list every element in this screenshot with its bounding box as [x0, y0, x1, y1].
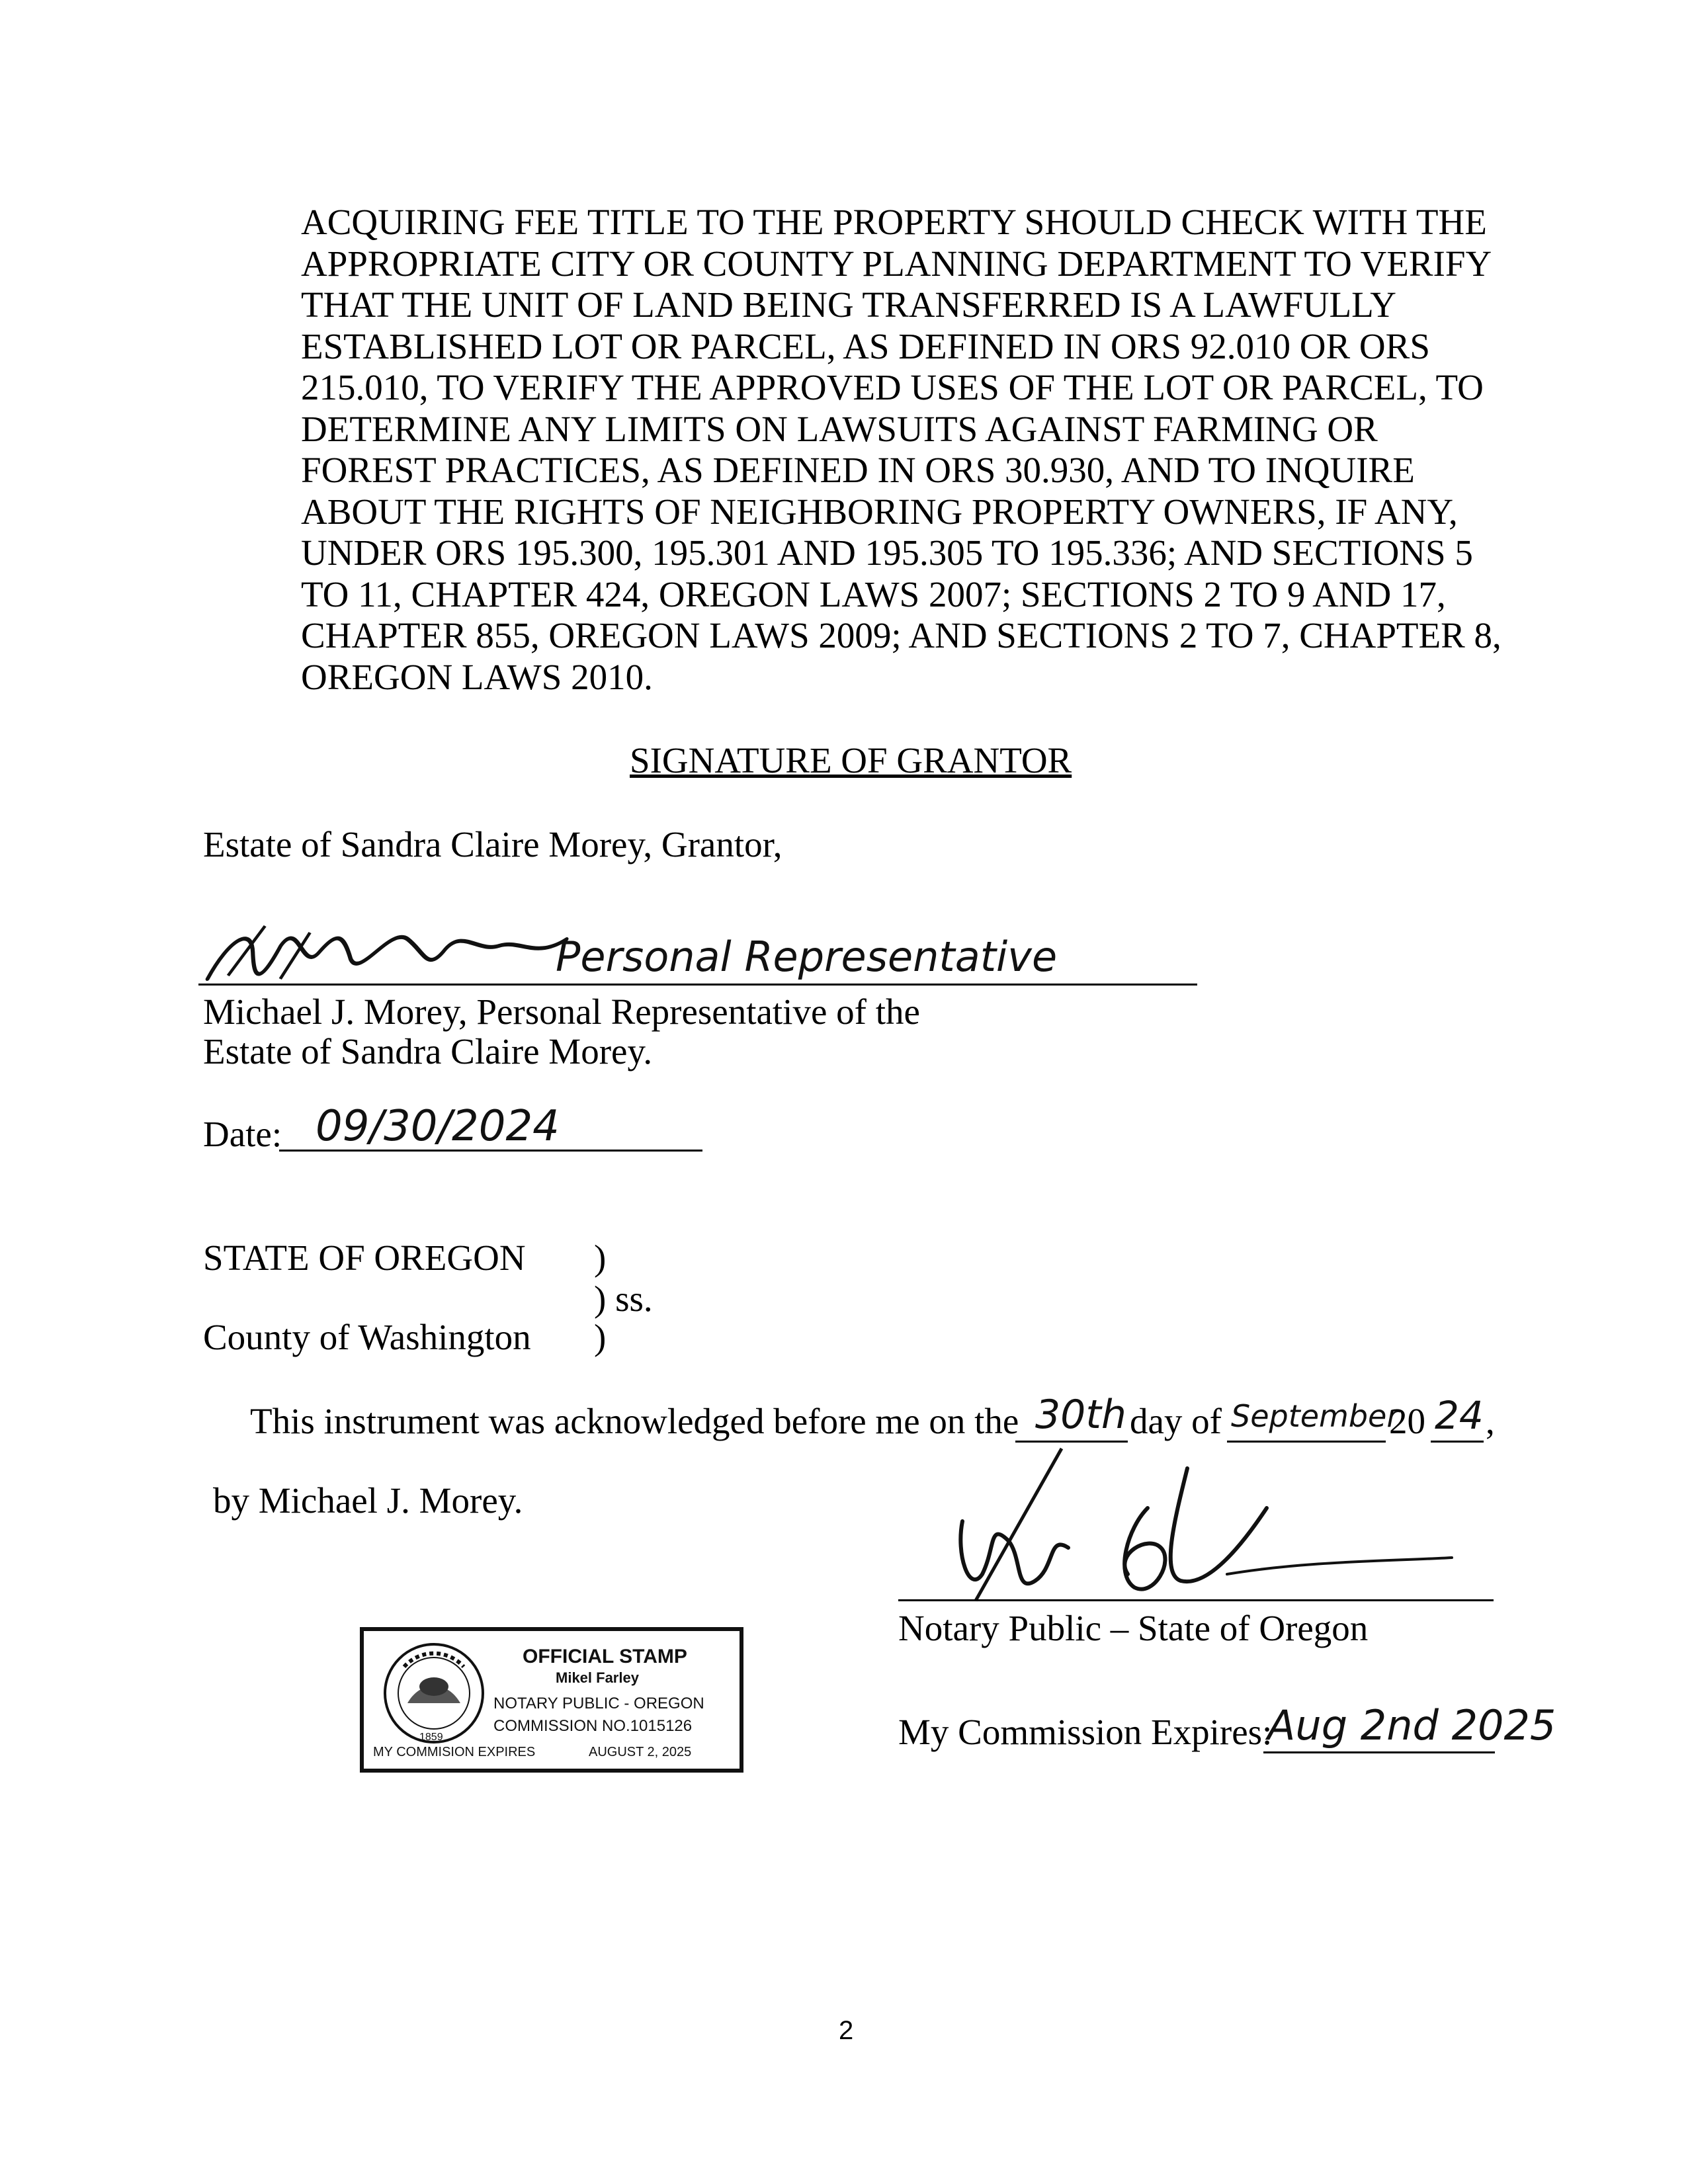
stamp-heading: OFFICIAL STAMP: [523, 1646, 687, 1667]
date-line: [279, 1097, 702, 1152]
date-handwritten: 09/30/2024: [316, 1102, 560, 1151]
paragraph-line: OREGON LAWS 2010.: [301, 656, 653, 697]
stamp-expires-date: AUGUST 2, 2025: [589, 1745, 692, 1759]
paragraph-line: ABOUT THE RIGHTS OF NEIGHBORING PROPERTY OWNERS, IF ANY,: [301, 491, 1458, 532]
state-seal-icon: [381, 1640, 487, 1746]
official-notary-stamp: [360, 1627, 743, 1773]
signer-estate-line: Estate of Sandra Claire Morey.: [203, 1031, 653, 1071]
ack-month-handwritten: September: [1231, 1398, 1400, 1434]
ack-by-line: by Michael J. Morey.: [213, 1480, 523, 1521]
ack-year-line: [1431, 1393, 1484, 1443]
notary-signature-line: [898, 1599, 1494, 1601]
ack-month-line: [1227, 1396, 1400, 1443]
stamp-notary-public: NOTARY PUBLIC - OREGON: [493, 1695, 704, 1712]
paragraph-line: DETERMINE ANY LIMITS ON LAWSUITS AGAINST FARMING OR: [301, 408, 1378, 449]
ack-year-prefix: 20: [1389, 1401, 1425, 1441]
signature-line: [198, 984, 1197, 986]
acknowledgment-text: This instrument was acknowledged before me on the: [250, 1401, 1019, 1441]
paragraph-line: ACQUIRING FEE TITLE TO THE PROPERTY SHOULD CHECK WITH THE: [301, 202, 1487, 242]
commission-expires-label: My Commission Expires:: [898, 1712, 1273, 1752]
grantor-handwritten-title: Personal Representative: [556, 933, 1058, 981]
notary-title: Notary Public – State of Oregon: [898, 1608, 1369, 1648]
notary-signature-area: [896, 1442, 1492, 1607]
venue-paren-top: ): [594, 1238, 607, 1278]
commission-expires-handwritten: Aug 2nd 2025: [1267, 1701, 1556, 1749]
signer-printed-name: Michael J. Morey, Personal Representative of the: [203, 991, 920, 1032]
venue-county: County of Washington: [203, 1317, 531, 1357]
disclosure-paragraph: [301, 202, 1597, 698]
stamp-commission-number: COMMISSION NO.1015126: [493, 1717, 693, 1735]
signature-heading: SIGNATURE OF GRANTOR: [630, 740, 1072, 780]
grantor-signature-area: [198, 913, 1197, 992]
notary-signature-scribble-icon: [896, 1442, 1492, 1607]
venue-paren-ss: ) ss.: [594, 1279, 653, 1319]
venue-state: STATE OF OREGON: [203, 1238, 526, 1278]
ack-year-handwritten: 24: [1435, 1393, 1484, 1438]
stamp-expires-label: MY COMMISION EXPIRES: [373, 1745, 536, 1759]
ack-comma: ,: [1486, 1401, 1495, 1441]
commission-expires-line: [1263, 1699, 1556, 1753]
seal-year: 1859: [419, 1732, 443, 1743]
grantor-line: Estate of Sandra Claire Morey, Grantor,: [203, 824, 783, 864]
paragraph-line: ESTABLISHED LOT OR PARCEL, AS DEFINED IN ORS 92.010 OR ORS: [301, 325, 1430, 366]
signature-scribble-icon: [198, 913, 585, 992]
ack-day-of: day of: [1130, 1401, 1222, 1441]
paragraph-line: FOREST PRACTICES, AS DEFINED IN ORS 30.930, AND TO INQUIRE: [301, 450, 1415, 490]
paragraph-line: TO 11, CHAPTER 424, OREGON LAWS 2007; SECTIONS 2 TO 9 AND 17,: [301, 573, 1446, 614]
page-number: 2: [839, 2016, 854, 2045]
ack-day-handwritten: 30th: [1035, 1392, 1126, 1438]
paragraph-line: THAT THE UNIT OF LAND BEING TRANSFERRED IS A LAWFULLY: [301, 284, 1396, 325]
stamp-notary-name: Mikel Farley: [556, 1669, 639, 1686]
venue-paren-bottom: ): [594, 1317, 607, 1357]
date-label: Date:: [203, 1114, 282, 1154]
paragraph-line: 215.010, TO VERIFY THE APPROVED USES OF THE LOT OR PARCEL, TO: [301, 367, 1484, 407]
paragraph-line: CHAPTER 855, OREGON LAWS 2009; AND SECTIONS 2 TO 7, CHAPTER 8,: [301, 615, 1502, 655]
paragraph-line: APPROPRIATE CITY OR COUNTY PLANNING DEPARTMENT TO VERIFY: [301, 243, 1492, 284]
paragraph-line: UNDER ORS 195.300, 195.301 AND 195.305 TO 195.336; AND SECTIONS 5: [301, 532, 1473, 573]
ack-day-line: [1015, 1392, 1128, 1443]
